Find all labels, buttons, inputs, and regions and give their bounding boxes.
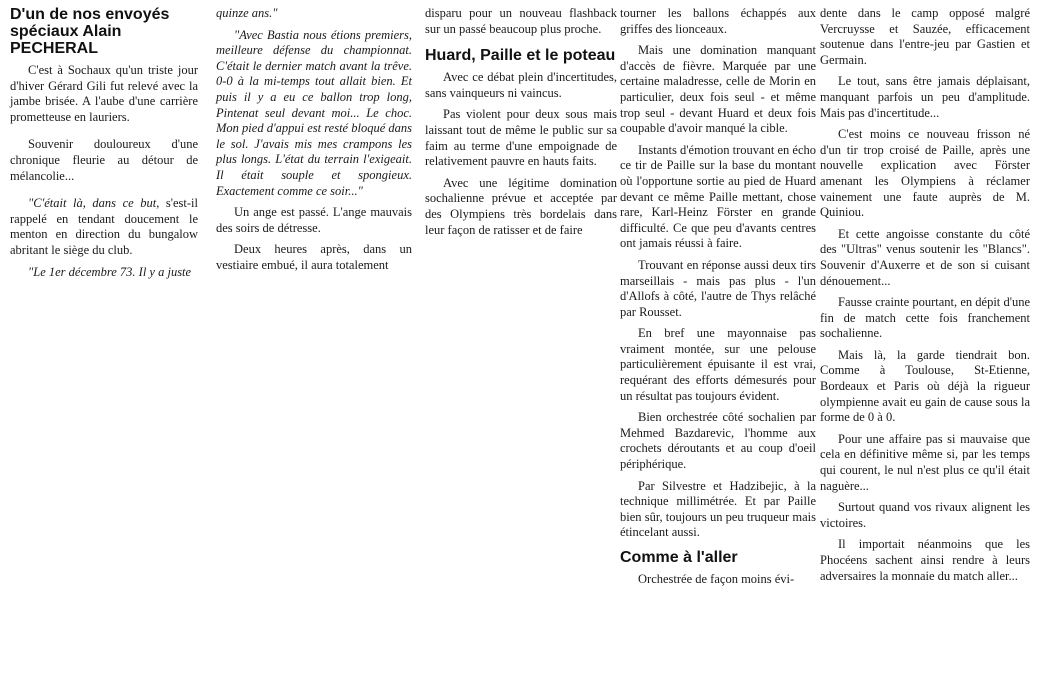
paragraph: "Le 1er décembre 73. Il y a juste — [28, 264, 192, 279]
paragraph: Surtout quand vos rivaux alignent les victoires. — [820, 500, 1030, 530]
column-5 — [820, 6, 1030, 590]
paragraph: Et cette angoisse constante du côté des "Ultras" venus soutenir les "Blancs". Souvenir d'Auxerre et de son si cuisant dénouement... — [820, 226, 1030, 288]
column-4 — [620, 6, 816, 594]
paragraph: En bref une mayonnaise pas vraiment montée, sur une pelouse particulièrement épuisante il est vrai, requérant des efforts démesurés pour un résultat pas toujours évident. — [620, 326, 816, 403]
column-3 — [425, 6, 617, 244]
column-2 — [216, 6, 412, 280]
paragraph: Avec une légitime domination sochalienne prévue et acceptée par des Olympiens très bordelais dans leur façon de ratisser et de faire — [425, 175, 617, 237]
quote-text: "C'était là, dans ce but, — [28, 196, 160, 211]
paragraph: Pas violent pour deux sous mais laissant tout de même le public sur sa faim au terme d'une empoignade de relativement pauvre en hauts faits. — [425, 107, 617, 169]
section-heading: Comme à l'aller — [620, 549, 738, 566]
paragraph: Le tout, sans être jamais déplaisant, manquant parfois un peu d'amplitude. Mais pas d'incertitude... — [820, 74, 1030, 120]
paragraph: Par Silvestre et Hadzibejic, à la technique millimétrée. Et par Paille bien sûr, toujours un peu truqueur mais étincelant aussi. — [620, 478, 816, 540]
paragraph-text: s'est-il rappelé en tendant doucement le menton en direction du bungalow abritant le siège du club. — [10, 196, 198, 257]
paragraph: Instants d'émotion trouvant en écho ce tir de Paille sur la base du montant où l'opportune sortie au pied de Huard devant ce même Paille mettant, chose rare, Karl-Heinz Förster en grande difficulté. Ce que peu d'avants centres ont jamais réussi à faire. — [620, 142, 816, 251]
paragraph: Souvenir douloureux d'une chronique fleurie au détour de mélancolie... — [10, 137, 198, 183]
paragraph: C'est à Sochaux qu'un triste jour d'hiver Gérard Gili fut relevé avec la jambe brisée. A l'aube d'une carrière prometteuse en lauriers. — [10, 63, 198, 124]
paragraph: Trouvant en réponse aussi deux tirs marseillais - mais pas plus - l'un d'Allofs à côté, l'autre de Thys relâché par Rousset. — [620, 257, 816, 319]
column-1 — [10, 6, 198, 286]
byline-heading: D'un de nos envoyés spéciaux Alain PECHERAL — [10, 6, 170, 57]
paragraph: Orchestrée de façon moins évi- — [638, 572, 795, 586]
paragraph: "Avec Bastia nous étions premiers, meilleure défense du championnat. C'était le dernier match avant la trêve. 0-0 à la mi-temps tout allait bien. Et puis il y a eu ce ballon trop long, Pintenat seul devant moi... Le choc. Mon pied d'appui est resté bloqué dans le sol. J'avais mis mes crampons les plus longs. L'état du terrain l'exigeait. Il était souple et spongieux. Exactement comme ce soir..." — [216, 27, 412, 198]
paragraph: Avec ce débat plein d'incertitudes, sans vainqueurs ni vaincus. — [425, 70, 617, 100]
paragraph: Il importait néanmoins que les Phocéens sachent ainsi rendre à leurs adversaires la monnaie du match aller... — [820, 537, 1030, 583]
paragraph — [10, 196, 198, 258]
paragraph: quinze ans." — [216, 6, 278, 20]
paragraph: disparu pour un nouveau flashback sur un passé beaucoup plus proche. — [425, 6, 617, 36]
section-heading: Huard, Paille et le poteau — [425, 47, 616, 65]
paragraph: Deux heures après, dans un vestiaire embué, il aura totalement — [216, 242, 412, 272]
paragraph: tourner les ballons échappés aux griffes des lionceaux. — [620, 6, 816, 36]
paragraph: Bien orchestrée côté sochalien par Mehmed Bazdarevic, l'homme aux crochets déroutants et au coup d'oeil périphérique. — [620, 410, 816, 472]
paragraph: Mais une domination manquant d'accès de fièvre. Marquée par une certaine maladresse, celle de Morin en particulier, deux fois seul - et même trop seul - devant Huard et deux fois coupable d'avoir manqué la cible. — [620, 43, 816, 136]
paragraph: Pour une affaire pas si mauvaise que cela en définitive même si, par les temps qui courent, le nul n'est plus ce qu'il était naguère... — [820, 431, 1030, 493]
paragraph: C'est moins ce nouveau frisson né d'un tir trop croisé de Paille, après une nouvelle explication avec Förster amenant les Olympiens à réclamer vainement une faute auprès de M. Quiniou. — [820, 127, 1030, 220]
paragraph: Fausse crainte pourtant, en dépit d'une fin de match cette fois franchement sochalienne. — [820, 295, 1030, 341]
paragraph: Mais là, la garde tiendrait bon. Comme à Toulouse, St-Etienne, Bordeaux et Paris où déjà la rigueur olympienne avait eu gain de cause sous la forme de 0 à 0. — [820, 347, 1030, 425]
paragraph: dente dans le camp opposé malgré Vercruysse et Sauzée, efficacement soutenue dans l'entre-jeu par Gastien et Germain. — [820, 6, 1030, 67]
paragraph: Un ange est passé. L'ange mauvais des soirs de détresse. — [216, 205, 412, 235]
